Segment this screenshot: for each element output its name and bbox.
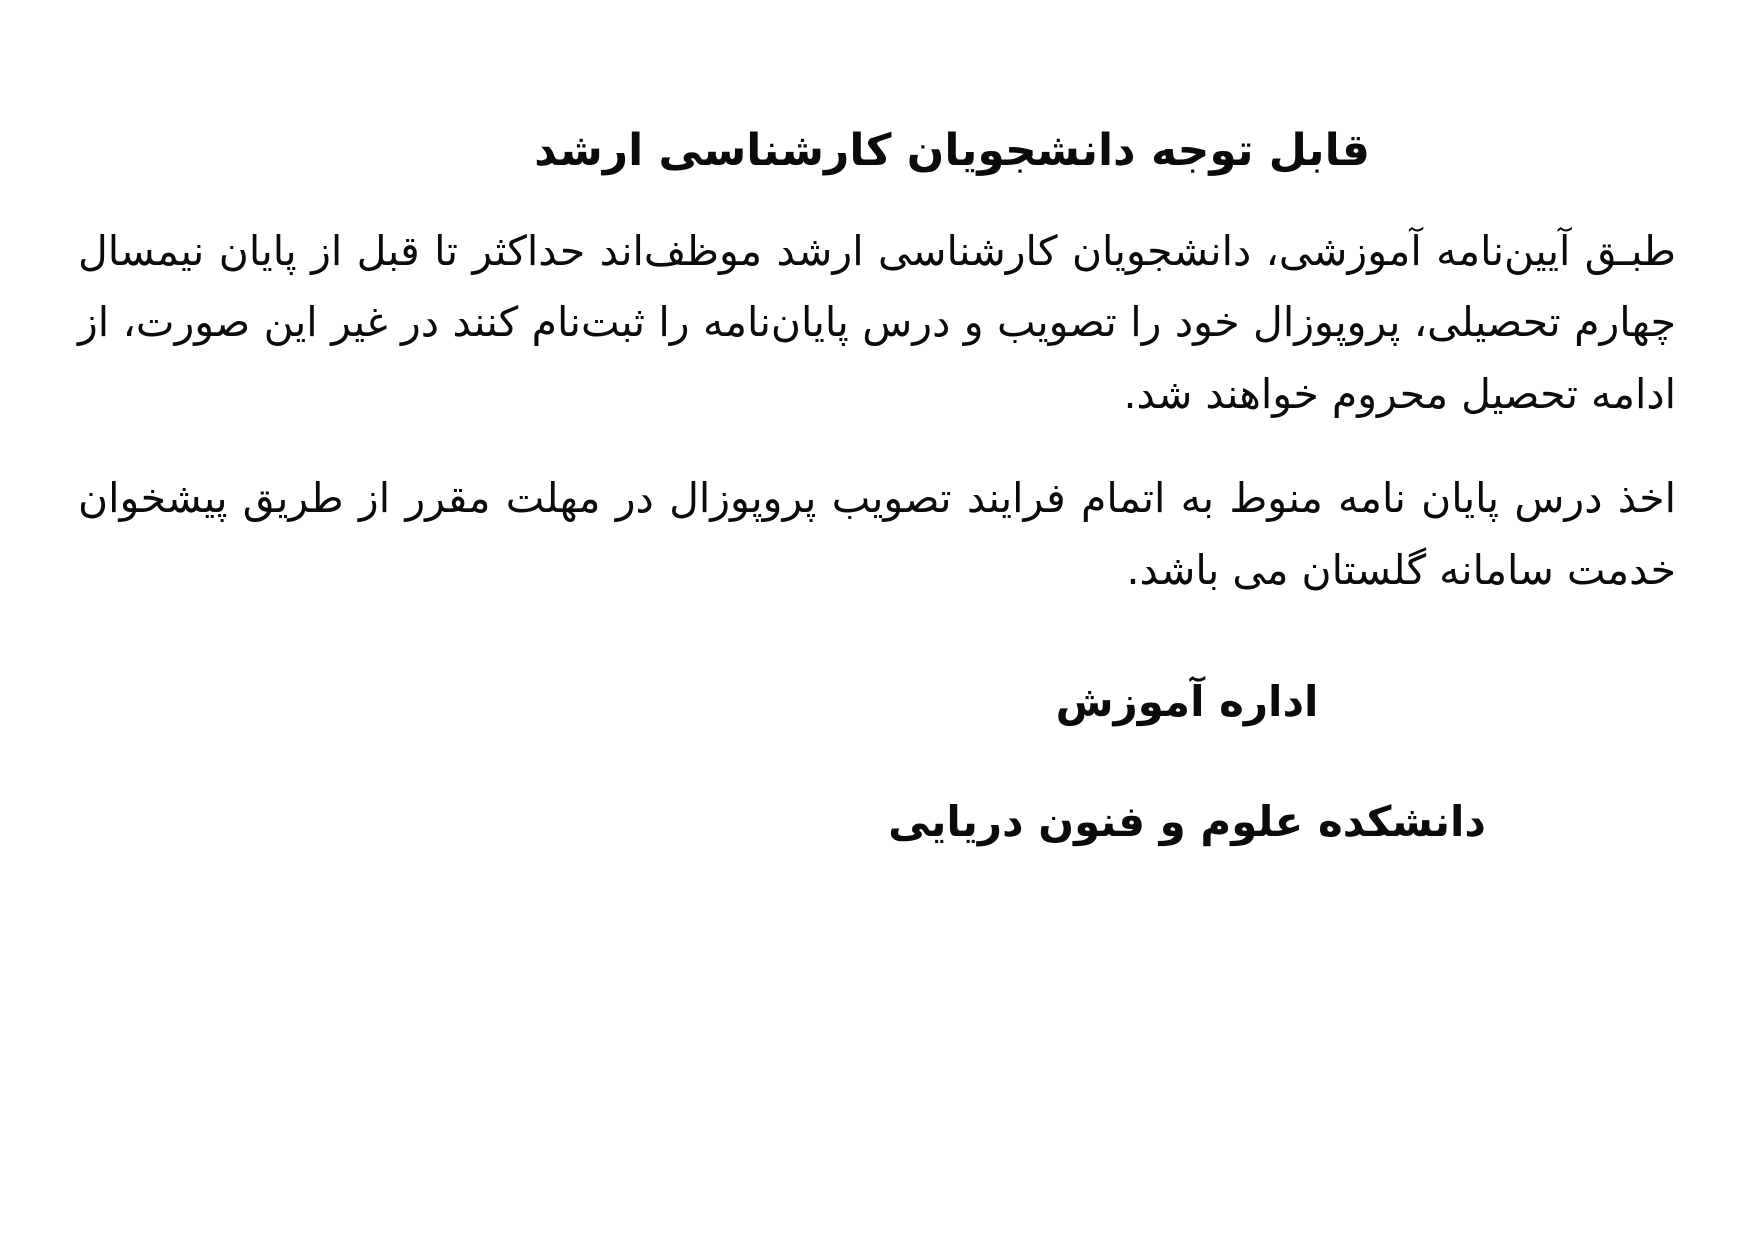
page-title: قابل توجه دانشجویان کارشناسی ارشد: [534, 125, 1370, 176]
notice-paragraph-1: طبـق آیین‌نامه آموزشی، دانشجویان کارشناسی ارشد موظف‌اند حداکثر تا قبل از پایان نیمسال چهارم تحصیلی، پروپوزال خود را تصویب و درس پایان‌نامه را ثبت‌نام کنند در غیر این صورت، از ادامه تحصیل محروم خواهند شد.: [78, 226, 1676, 419]
notice-paragraph-2: اخذ درس پایان نامه منوط به اتمام فرایند تصویب پروپوزال در مهلت مقرر از طریق پیشخوان خدمت سامانه گلستان می باشد.: [78, 473, 1676, 594]
signature-office: اداره آموزش: [1055, 677, 1319, 727]
signature-block: [78, 668, 1676, 854]
signature-faculty: دانشکده علوم و فنون دریایی: [888, 796, 1486, 846]
